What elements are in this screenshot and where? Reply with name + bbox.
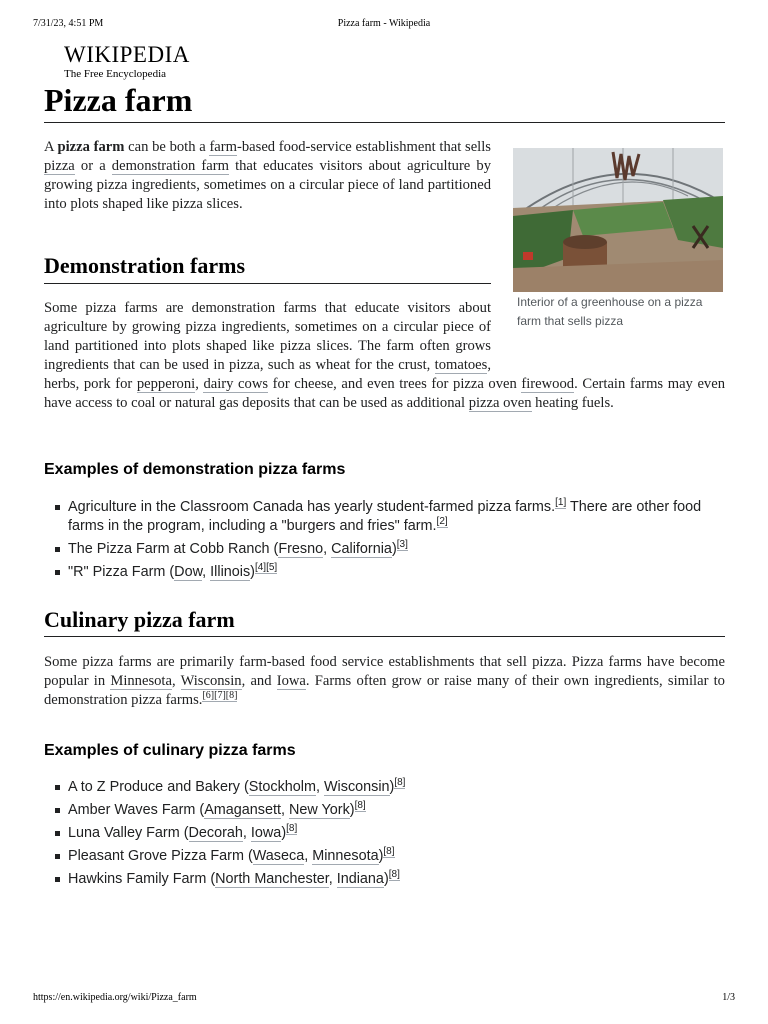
ref-link[interactable]: [8] (354, 800, 366, 812)
wikipedia-logo[interactable] (64, 42, 204, 82)
list-item: Amber Waves Farm (Amagansett, New York)[8] (52, 801, 712, 820)
print-date: 7/31/23, 4:51 PM (33, 18, 104, 29)
link-place[interactable]: Iowa (250, 825, 282, 841)
link-place[interactable]: North Manchester (215, 871, 329, 887)
figure-caption: Interior of a greenhouse on a pizza farm that sells pizza (517, 295, 703, 328)
link-pizza[interactable]: pizza (44, 158, 75, 174)
ref-link[interactable]: [7] (214, 690, 226, 702)
link-wisconsin[interactable]: Wisconsin (180, 673, 242, 689)
link-pizza-oven[interactable]: pizza oven (468, 395, 532, 411)
section-heading-culinary: Culinary pizza farm (44, 607, 235, 632)
ref-link[interactable]: [8] (394, 777, 406, 789)
link-place[interactable]: Amagansett (204, 802, 281, 818)
link-place[interactable]: New York (289, 802, 350, 818)
link-iowa[interactable]: Iowa (276, 673, 306, 689)
intro-paragraph: A pizza farm can be both a farm-based food-service establishment that sells pizza or a demonstration farm that educates visitors about agriculture by growing pizza ingredients, sometimes on a circular piece of land partitioned into plots shaped like pizza slices. (44, 139, 491, 212)
ref-link[interactable]: [8] (383, 846, 395, 858)
demo-paragraph-wrap (44, 299, 725, 413)
subheading-demo-examples: Examples of demonstration pizza farms (44, 461, 346, 478)
ref-link[interactable]: [5] (266, 561, 278, 573)
print-page-title: Pizza farm - Wikipedia (337, 18, 431, 29)
link-place[interactable]: Minnesota (312, 848, 379, 864)
list-item: Pleasant Grove Pizza Farm (Waseca, Minnesota)[8] (52, 847, 712, 866)
print-footer (0, 992, 768, 1006)
ref-link[interactable]: [1] (555, 497, 567, 509)
link-dairy-cows[interactable]: dairy cows (203, 376, 269, 392)
list-item: A to Z Produce and Bakery (Stockholm, Wisconsin)[8] (52, 778, 712, 797)
print-url: https://en.wikipedia.org/wiki/Pizza_farm (33, 992, 197, 1003)
ref-link[interactable]: [2] (436, 515, 448, 527)
link-place[interactable]: Stockholm (248, 779, 316, 795)
ref-link[interactable]: [8] (388, 869, 400, 881)
ref-link[interactable]: [4] (254, 561, 267, 573)
link-place[interactable]: Illinois (210, 563, 251, 580)
list-item: Hawkins Family Farm (North Manchester, Indiana)[8] (52, 870, 712, 889)
list-item: The Pizza Farm at Cobb Ranch (Fresno, California)[3] (52, 540, 712, 559)
ref-link[interactable]: [8] (225, 690, 238, 702)
link-minnesota[interactable]: Minnesota (110, 673, 172, 689)
culinary-examples-list (52, 778, 712, 893)
list-item: Luna Valley Farm (Decorah, Iowa)[8] (52, 824, 712, 843)
link-place[interactable]: California (331, 540, 392, 557)
link-place[interactable]: Wisconsin (323, 779, 390, 795)
link-farm[interactable]: farm (209, 139, 237, 155)
greenhouse-image[interactable] (513, 148, 723, 292)
link-place[interactable]: Decorah (188, 825, 243, 841)
culinary-paragraph-wrap (44, 653, 725, 710)
subheading-culinary-examples: Examples of culinary pizza farms (44, 742, 296, 759)
demo-paragraph: Some pizza farms are demonstration farms that educate visitors about agriculture by growing pizza ingredients, sometimes on a circular piece of land partitioned into plots shaped like pizza slices. The farm often grows ingredients that can be used in pizza, such as wheat for the crust, tomatoes, herbs, pork for pepperoni, dairy cows for cheese, and even trees for pizza oven firewood. Certain farms may even have access to coal or natural gas deposits that can be used as additional pizza oven heating fuels. (44, 300, 725, 411)
title-divider (44, 122, 725, 123)
logo-wordmark: WIKIPEDIA (64, 42, 190, 67)
section-divider-culinary (44, 636, 725, 637)
link-place[interactable]: Dow (174, 563, 203, 580)
logo-tagline: The Free Encyclopedia (64, 68, 167, 80)
link-tomatoes[interactable]: tomatoes (434, 357, 488, 373)
section-heading-demonstration: Demonstration farms (44, 253, 246, 278)
link-pepperoni[interactable]: pepperoni (136, 376, 196, 392)
ref-link[interactable]: [6] (202, 690, 215, 702)
demo-examples-list (52, 498, 712, 586)
link-firewood[interactable]: firewood (521, 376, 575, 392)
print-page-number: 1/3 (722, 992, 735, 1003)
ref-link[interactable]: [8] (286, 823, 298, 835)
bold-term: pizza farm (57, 139, 125, 155)
link-place[interactable]: Indiana (336, 871, 384, 887)
culinary-paragraph: Some pizza farms are primarily farm-based food service establishments that sell pizza. Pizza farms have become popular in Minnesota, Wisconsin, and Iowa. Farms often grow or raise many of their own ingredients, similar to demonstration pizza farms.[6][7][8] (44, 654, 725, 708)
list-item: Agriculture in the Classroom Canada has yearly student-farmed pizza farms.[1] There are other food farms in the program, including a "burgers and fries" farm.[2] (52, 498, 712, 535)
intro-paragraph-wrap (44, 138, 491, 214)
print-header (0, 18, 768, 32)
list-item: "R" Pizza Farm (Dow, Illinois)[4][5] (52, 563, 712, 582)
ref-link[interactable]: [3] (396, 538, 408, 550)
link-place[interactable]: Fresno (278, 540, 324, 557)
link-demonstration-farm[interactable]: demonstration farm (111, 158, 229, 174)
section-divider-demonstration (44, 283, 491, 284)
link-place[interactable]: Waseca (252, 848, 305, 864)
page-title: Pizza farm (44, 82, 193, 118)
